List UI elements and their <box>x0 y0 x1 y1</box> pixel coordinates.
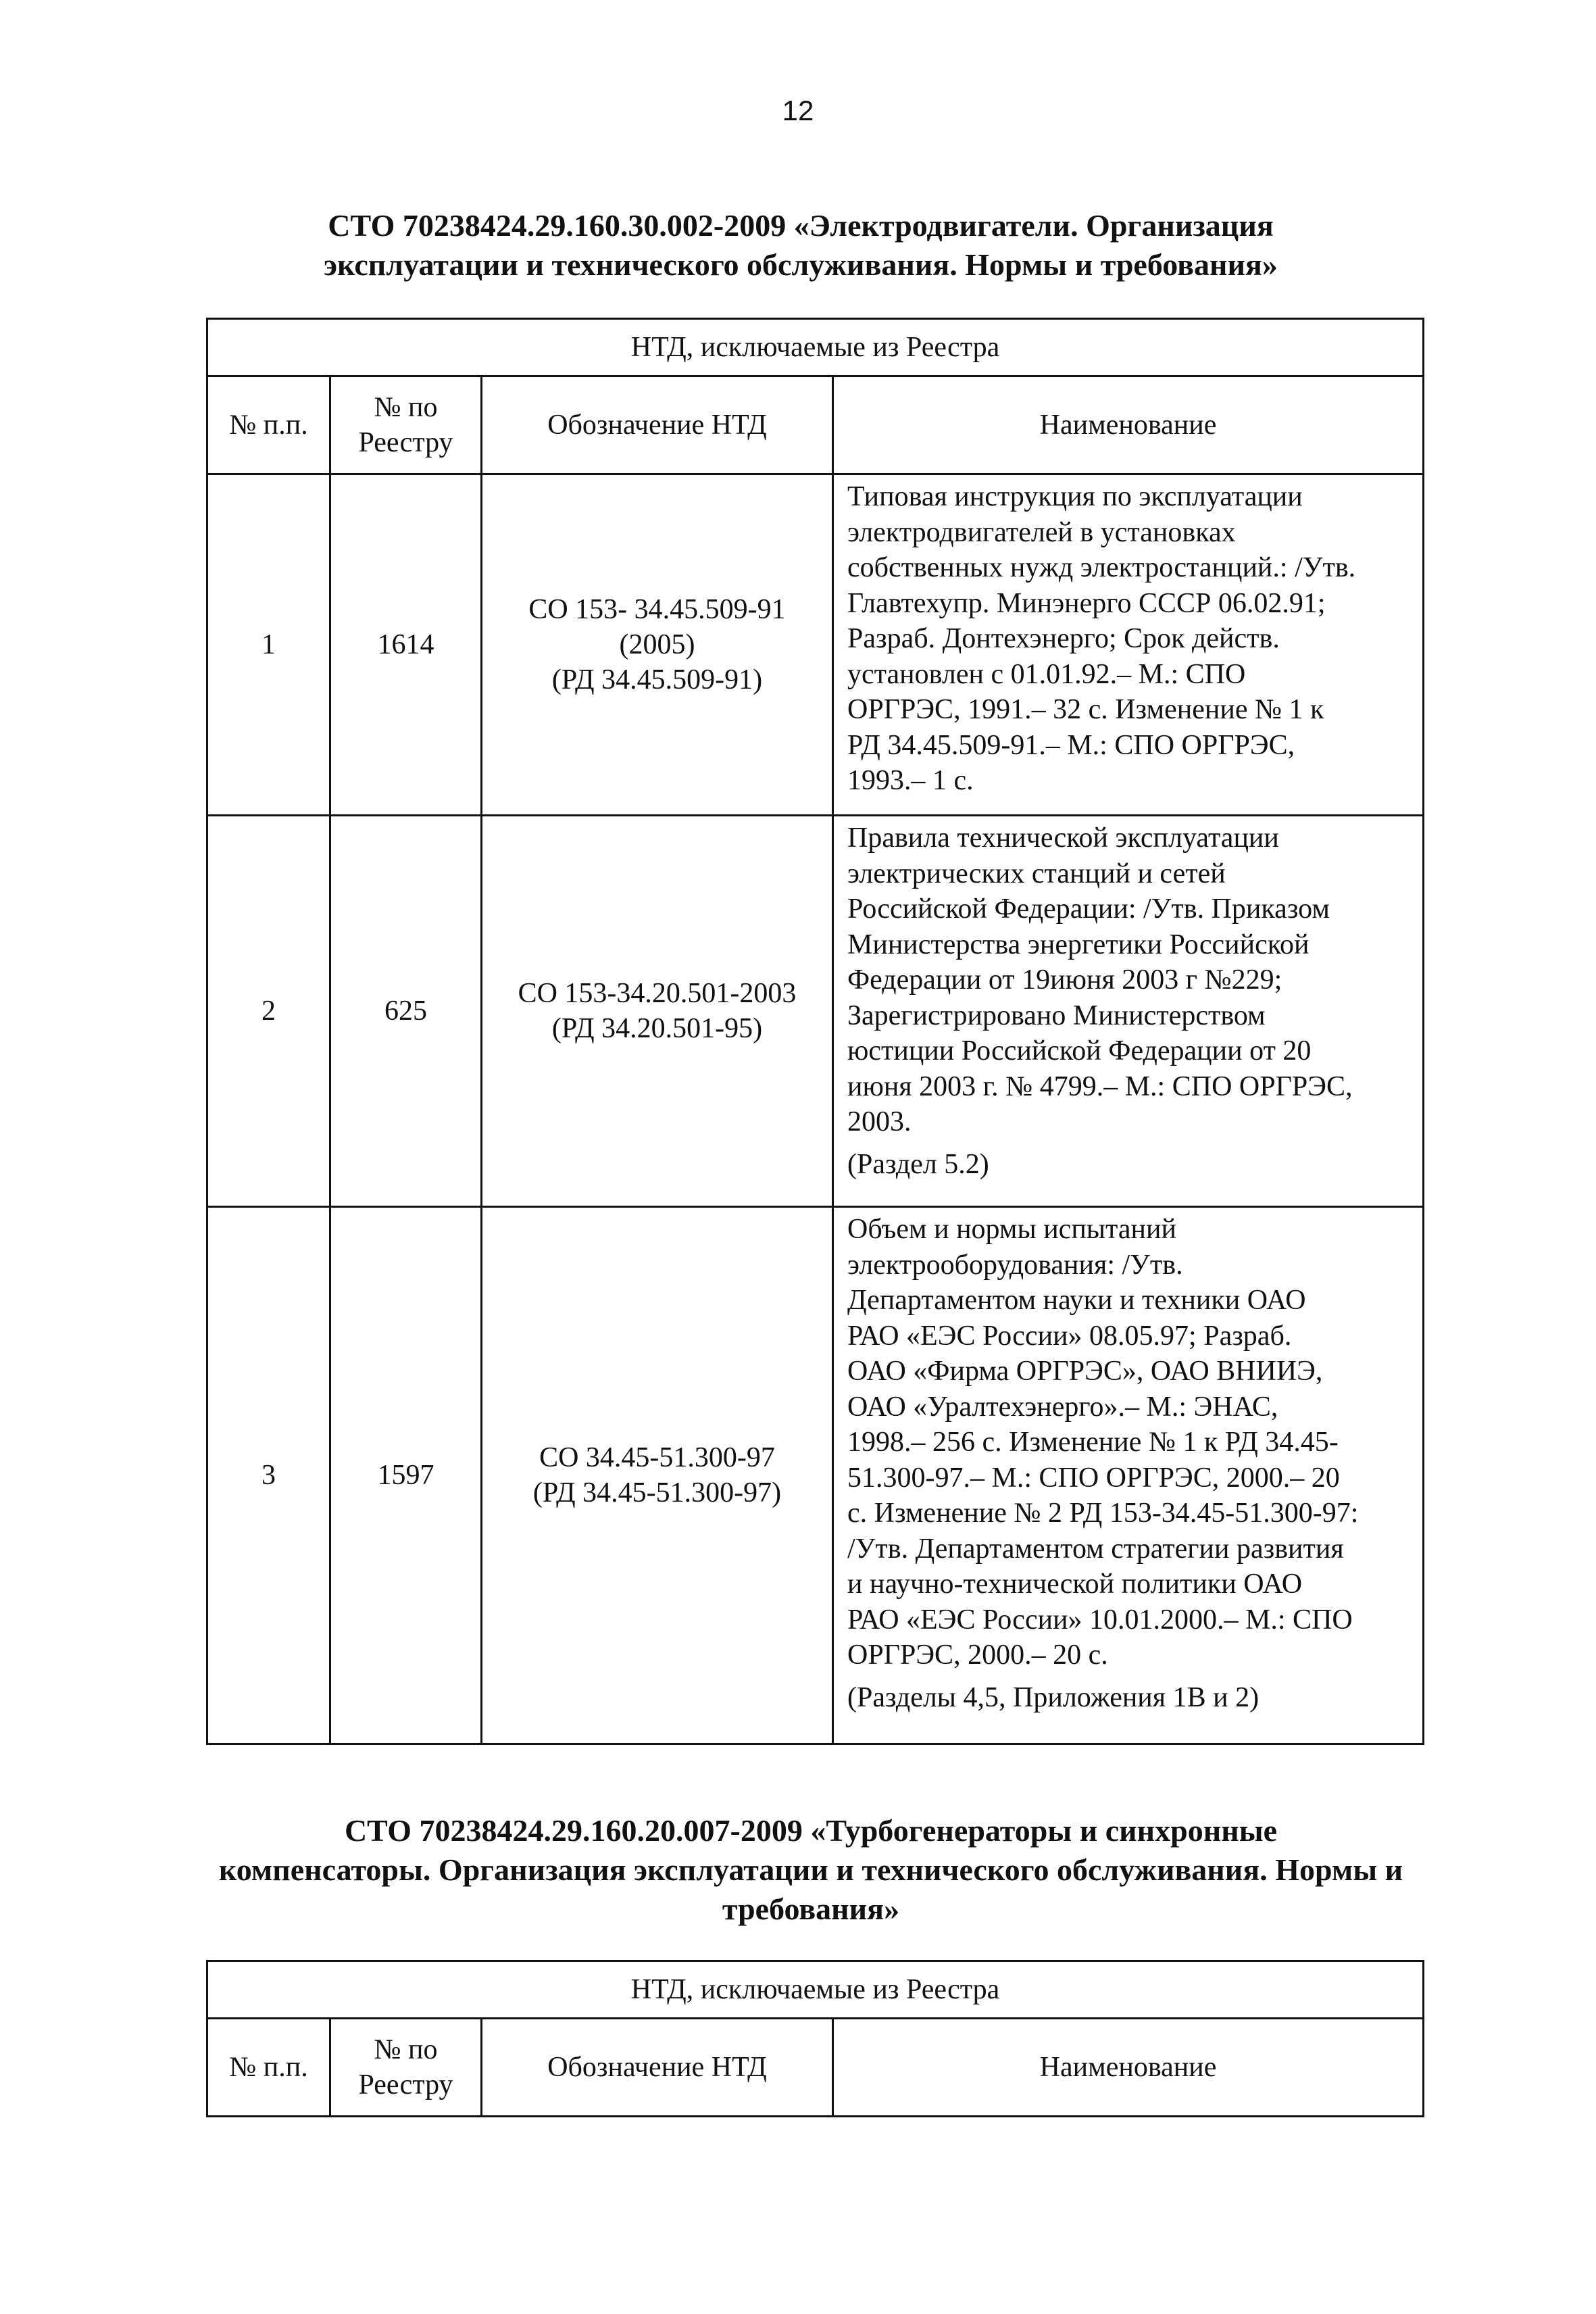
header-item-number: № п.п. <box>207 376 330 474</box>
cell-item-number: 2 <box>207 816 330 1207</box>
page-number: 12 <box>782 95 814 126</box>
title-line: СТО 70238424.29.160.20.007-2009 «Турбогенераторы и синхронные <box>344 1813 1278 1848</box>
cell-name: Типовая инструкция по эксплуатации электродвигателей в установках собственных нужд электростанций.: /Утв. Главтехупр. Минэнерго СССР 06.02.91; Разраб. Донтехэнерго; Срок действ. установлен с 01.01.92.– М.: СПО ОРГРЭС, 1991.– 32 с. Изменение № 1 к РД 34.45.509-91.– М.: СПО ОРГРЭС, 1993.– 1 с. <box>833 474 1424 816</box>
table-caption: НТД, исключаемые из Реестра <box>207 1961 1424 2019</box>
cell-designation: СО 153- 34.45.509-91 (2005) (РД 34.45.509-91) <box>482 474 833 816</box>
section-1-title <box>169 206 1432 285</box>
header-designation: Обозначение НТД <box>482 376 833 474</box>
cell-note: (Раздел 5.2) <box>847 1148 989 1180</box>
table-caption: НТД, исключаемые из Реестра <box>207 319 1424 376</box>
section-2-title <box>162 1811 1460 1929</box>
cell-registry-number: 1597 <box>330 1207 482 1744</box>
header-designation: Обозначение НТД <box>482 2019 833 2117</box>
title-line: компенсаторы. Организация эксплуатации и технического обслуживания. Нормы и <box>218 1852 1403 1887</box>
header-name: Наименование <box>833 376 1424 474</box>
table-row <box>207 1207 1424 1744</box>
ntd-table-2 <box>206 1960 1424 2117</box>
title-line: требования» <box>722 1892 900 1926</box>
title-line: СТО 70238424.29.160.30.002-2009 «Электродвигатели. Организация <box>328 208 1274 243</box>
table-row <box>207 474 1424 816</box>
cell-name: Правила технической эксплуатации электрических станций и сетей Российской Федерации: /Утв. Приказом Министерства энергетики Российской Федерации от 19июня 2003 г №229; Зарегистрировано Министерством юстиции Российской Федерации от 20 июня 2003 г. № 4799.– М.: СПО ОРГРЭС, 2003. (Раздел 5.2) <box>833 816 1424 1207</box>
cell-item-number: 3 <box>207 1207 330 1744</box>
cell-note: (Разделы 4,5, Приложения 1В и 2) <box>847 1681 1260 1713</box>
ntd-table-1 <box>206 318 1424 1745</box>
cell-registry-number: 625 <box>330 816 482 1207</box>
table-row <box>207 816 1424 1207</box>
title-line: эксплуатации и технического обслуживания. Нормы и требования» <box>324 247 1278 282</box>
header-item-number: № п.п. <box>207 2019 330 2117</box>
cell-item-number: 1 <box>207 474 330 816</box>
cell-name: Объем и нормы испытаний электрооборудования: /Утв. Департаментом науки и техники ОАО РАО «ЕЭС России» 08.05.97; Разраб. ОАО «Фирма ОРГРЭС», ОАО ВНИИЭ, ОАО «Уралтехэнерго».– М.: ЭНАС, 1998.– 256 с. Изменение № 1 к РД 34.45- 51.300-97.– М.: СПО ОРГРЭС, 2000.– 20 с. Изменение № 2 РД 153-34.45-51.300-97: /Утв. Департаментом стратегии развития и научно-технической политики ОАО РАО «ЕЭС России» 10.01.2000.– М.: СПО ОРГРЭС, 2000.– 20 с. (Разделы 4,5, Приложения 1В и 2) <box>833 1207 1424 1744</box>
cell-registry-number: 1614 <box>330 474 482 816</box>
cell-designation: СО 34.45-51.300-97 (РД 34.45-51.300-97) <box>482 1207 833 1744</box>
cell-designation: СО 153-34.20.501-2003 (РД 34.20.501-95) <box>482 816 833 1207</box>
header-registry-number: № по Реестру <box>330 2019 482 2117</box>
header-registry-number: № по Реестру <box>330 376 482 474</box>
header-name: Наименование <box>833 2019 1424 2117</box>
